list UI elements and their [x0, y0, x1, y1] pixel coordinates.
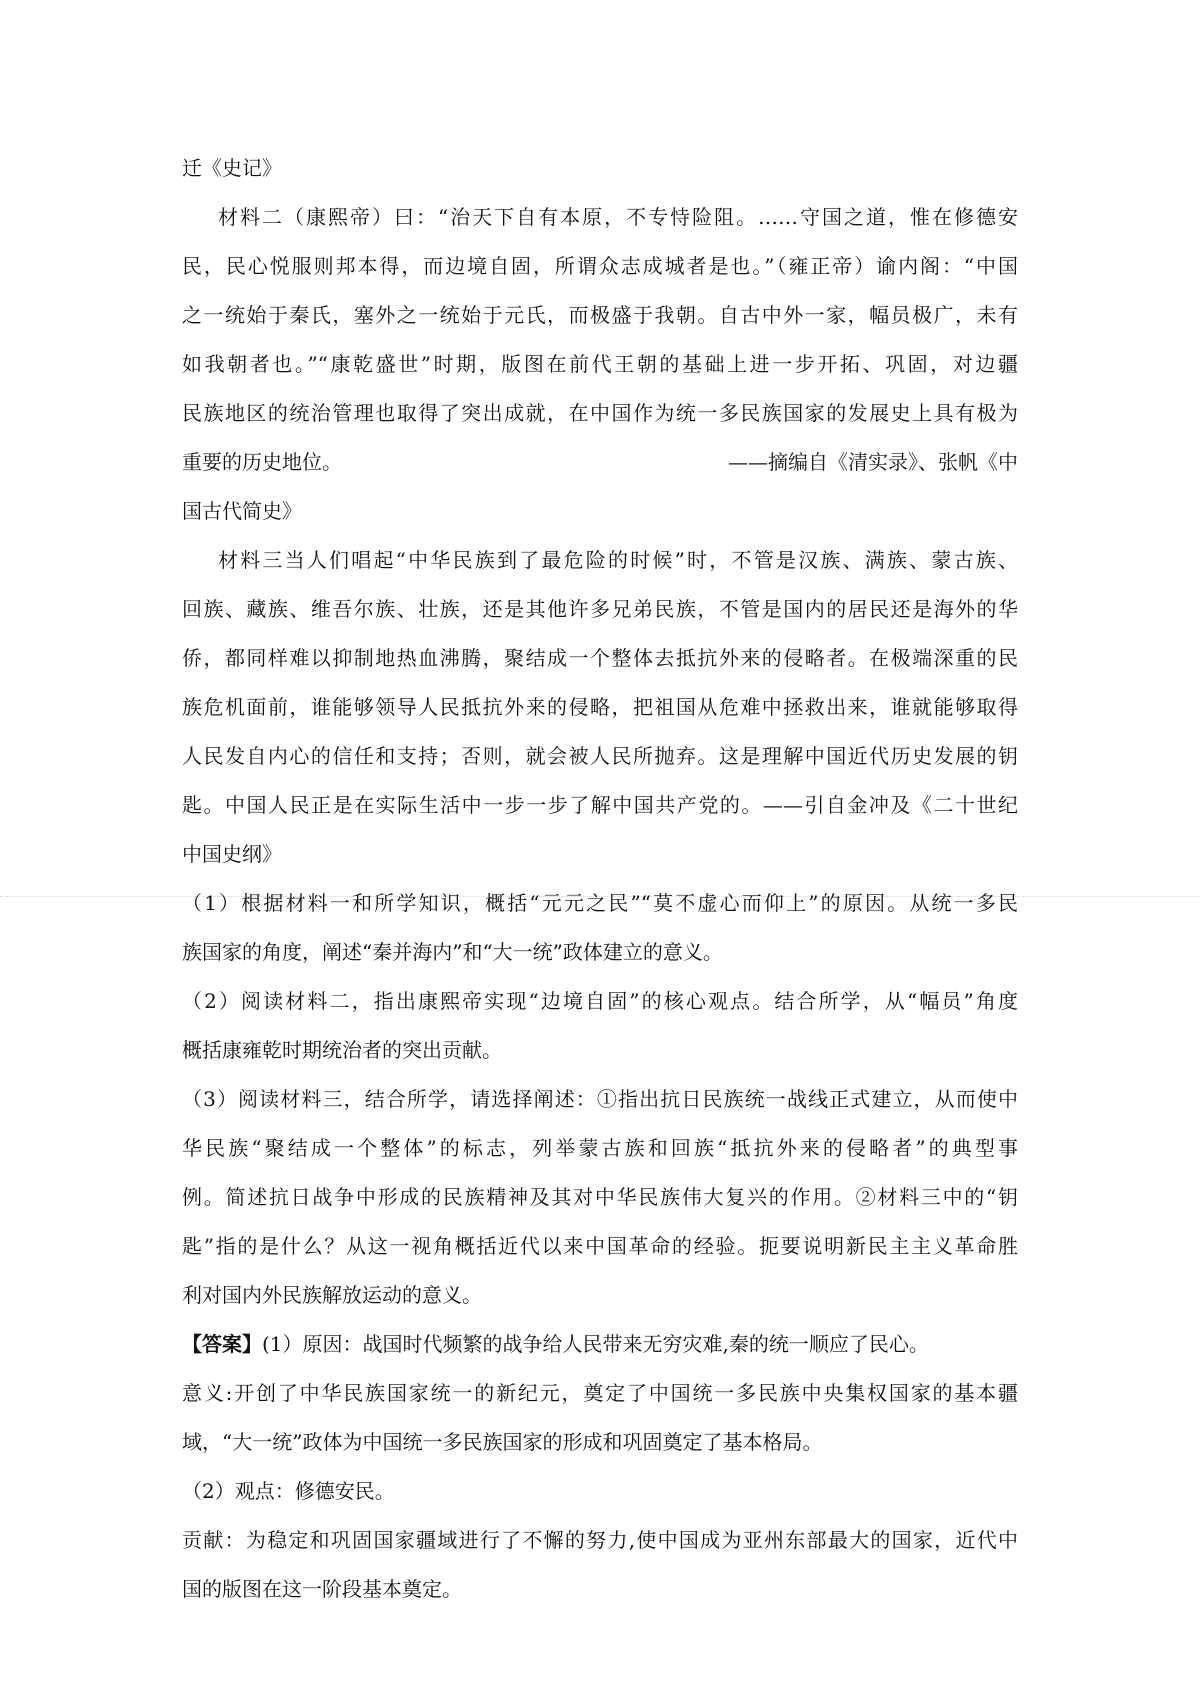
- material-two-paragraph-start: 材料二（康熙帝）曰：“治天下自有本原，不专恃险阻。……守国之道，惟在修德安: [218, 205, 1018, 229]
- material-three-paragraph-start: 材料三当人们唱起“中华民族到了最危险的时候”时，不管是汉族、满族、蒙古族、: [218, 548, 1018, 572]
- answer-line-1: [182, 1320, 1018, 1369]
- text-line: 域，“大一统”政体为中国统一多民族国家的形成和巩固奠定了基本格局。: [182, 1430, 823, 1454]
- text-line: 之一统始于秦氏，塞外之一统始于元氏，而极盛于我朝。自古中外一家，幅员极广，未有: [182, 303, 1018, 327]
- text-line: 概括康雍乾时期统治者的突出贡献。: [182, 1038, 502, 1062]
- text-line: 贡献：为稳定和巩固国家疆域进行了不懈的努力,使中国成为亚州东部最大的国家，近代中: [182, 1528, 1018, 1552]
- question-1: （1）根据材料一和所学知识，概括“元元之民”“莫不虚心而仰上”的原因。从统一多民: [182, 891, 1018, 915]
- text-line: 迁《史记》: [182, 156, 282, 180]
- citation: ——摘编自《清实录》、张帆《中: [728, 450, 1018, 474]
- text-line: 华民族“聚结成一个整体”的标志，列举蒙古族和回族“抵抗外来的侵略者”的典型事: [182, 1136, 1018, 1160]
- text-line: 族国家的角度，阐述“秦并海内”和“大一统”政体建立的意义。: [182, 940, 723, 964]
- text-line: 意义:开创了中华民族国家统一的新纪元，奠定了中国统一多民族中央集权国家的基本疆: [182, 1381, 1018, 1405]
- text-fragment: 重要的历史地位。: [182, 450, 342, 474]
- text-line: 匙。中国人民正是在实际生活中一步一步了解中国共产党的。——引自金冲及《二十世纪: [182, 793, 1018, 817]
- text-line: 民，民心悦服则邦本得，而边境自固，所谓众志成城者是也。”（雍正帝）谕内阁：“中国: [182, 254, 1018, 278]
- answer-label: 【答案】: [182, 1332, 262, 1356]
- text-line: 如我朝者也。”“康乾盛世”时期，版图在前代王朝的基础上进一步开拓、巩固，对边疆: [182, 352, 1018, 376]
- text-line: 侨，都同样难以抑制地热血沸腾，聚结成一个整体去抵抗外来的侵略者。在极端深重的民: [182, 646, 1018, 670]
- text-line: 利对国内外民族解放运动的意义。: [182, 1283, 482, 1307]
- text-line: 族危机面前，谁能够领导人民抵抗外来的侵略，把祖国从危难中拯救出来，谁就能够取得: [182, 695, 1018, 719]
- question-3: （3）阅读材料三，结合所学，请选择阐述：①指出抗日民族统一战线正式建立，从而使中: [182, 1087, 1018, 1111]
- text-line: 人民发自内心的信任和支持；否则，就会被人民所抛弃。这是理解中国近代历史发展的钥: [182, 744, 1018, 768]
- answer-text: (1）原因：战国时代频繁的战争给人民带来无穷灾难,秦的统一顺应了民心。: [262, 1332, 929, 1356]
- answer-2: （2）观点：修德安民。: [182, 1479, 395, 1503]
- text-line: 匙”指的是什么？从这一视角概括近代以来中国革命的经验。扼要说明新民主主义革命胜: [182, 1234, 1018, 1258]
- text-line: 例。简述抗日战争中形成的民族精神及其对中华民族伟大复兴的作用。②材料三中的“钥: [182, 1185, 1018, 1209]
- text-line: 中国史纲》: [182, 842, 282, 866]
- text-line: 国古代简史》: [182, 499, 302, 523]
- text-line: 民族地区的统治管理也取得了突出成就，在中国作为统一多民族国家的发展史上具有极为: [182, 401, 1018, 425]
- text-line: 回族、藏族、维吾尔族、壮族，还是其他许多兄弟民族，不管是国内的居民还是海外的华: [182, 597, 1018, 621]
- text-line-with-citation: [182, 438, 1018, 487]
- question-2: （2）阅读材料二，指出康熙帝实现“边境自固”的核心观点。结合所学，从“幅员”角度: [182, 989, 1018, 1013]
- text-line: 国的版图在这一阶段基本奠定。: [182, 1577, 462, 1601]
- document-body: [182, 144, 1018, 1614]
